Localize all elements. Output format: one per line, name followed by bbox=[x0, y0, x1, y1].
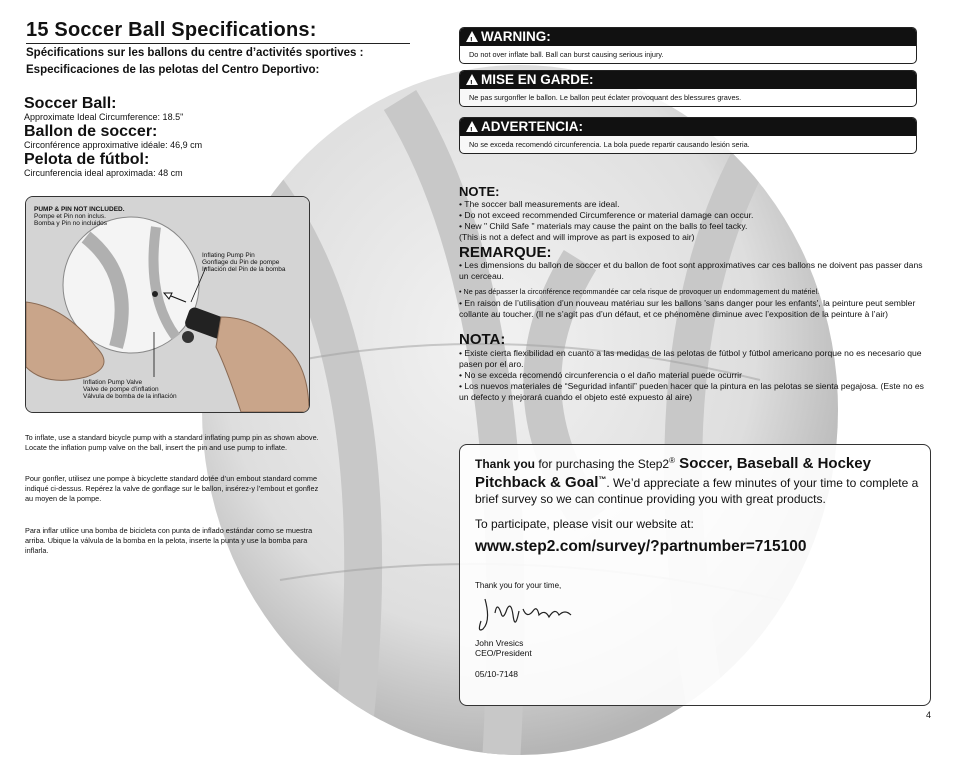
trademark-mark: ™ bbox=[598, 475, 607, 484]
warning-box-spanish bbox=[459, 117, 917, 154]
warning-triangle-icon bbox=[466, 31, 478, 42]
instructions-french: Pour gonfler, utilisez une pompe à bicyclette standard dotée d’un embout standard comme indiqué ci-dessus. Repérez la valve de gonflage sur le ballon, insérez-y l’embout et gonflez au moyen de la pompe. bbox=[25, 474, 319, 503]
participate-text: To participate, please visit our website at: bbox=[475, 517, 694, 531]
spec-heading-english: Soccer Ball: bbox=[24, 95, 117, 112]
warning-text: No se exceda recomendó circunferencia. La bola puede repartir causando lesión seria. bbox=[469, 140, 750, 149]
warning-text: Ne pas surgonfler le ballon. Le ballon peut éclater provoquant des blessures graves. bbox=[469, 93, 742, 102]
registered-mark: ® bbox=[669, 456, 676, 465]
warning-heading: MISE EN GARDE: bbox=[481, 72, 594, 87]
signature-image bbox=[475, 591, 585, 637]
warning-text: Do not over inflate ball. Ball can burst causing serious injury. bbox=[469, 50, 664, 59]
thank-you-time: Thank you for your time, bbox=[475, 581, 562, 590]
survey-intro bbox=[475, 453, 920, 507]
page-title: 15 Soccer Ball Specifications: bbox=[26, 19, 317, 41]
warning-box-english bbox=[459, 27, 917, 64]
note-item: • Do not exceed recommended Circumference or material damage can occur. bbox=[459, 210, 754, 220]
survey-thank-you-box bbox=[459, 444, 931, 706]
spec-value-english: Approximate Ideal Circumference: 18.5" bbox=[24, 112, 184, 122]
warning-triangle-icon bbox=[466, 121, 478, 132]
subtitle-french: Spécifications sur les ballons du centre d’activités sportives : bbox=[26, 47, 364, 59]
note-item: • New " Child Safe " materials may cause the paint on the balls to feel tacky. bbox=[459, 221, 748, 231]
pump-not-included-fr: Pompe et Pin non inclus. bbox=[34, 213, 106, 220]
pump-illustration-image bbox=[26, 197, 309, 412]
remarque-heading: REMARQUE: bbox=[459, 244, 552, 261]
remarque-item: • En raison de l’utilisation d’un nouveau matériau sur les ballons 'sans danger pour les enfants', la peinture peut sembler collante au toucher. (Il ne s’agit pas d’un défaut, et ce phénomène diminue avec l’exposition de la peinture à l’air) bbox=[459, 298, 916, 319]
thank-you-lead: for purchasing the Step2 bbox=[535, 457, 670, 471]
warning-heading: ADVERTENCIA: bbox=[481, 119, 584, 134]
nota-item: • Existe cierta flexibilidad en cuanto a las medidas de las pelotas de fútbol y fútbol americano porque no es necesario que pasen por el aro. bbox=[459, 348, 922, 369]
nota-item: • No se exceda recomendó circunferencia o el daño material puede ocurrir bbox=[459, 370, 742, 380]
nota-item: • Los nuevos materiales de “Seguridad infantil” pueden hacer que la pintura en las pelotas se sienta pegajosa. (Este no es un defecto y mejorará cuando el objeto esté expuesto al aire) bbox=[459, 381, 924, 402]
instructions-english: To inflate, use a standard bicycle pump with a standard inflating pump pin as shown above. Locate the inflation pump valve on the ball, insert the pin and use pump to inflate. bbox=[25, 433, 319, 452]
thank-you-bold: Thank you bbox=[475, 457, 536, 471]
nota-heading: NOTA: bbox=[459, 331, 506, 348]
pump-valve-label-fr: Valve de pompe d'inflation bbox=[83, 386, 159, 393]
signer-name: John Vresics bbox=[475, 638, 524, 648]
note-item: (This is not a defect and will improve as part is exposed to air) bbox=[459, 232, 695, 242]
pump-valve-label-es: Válvula de bomba de la inflación bbox=[83, 393, 177, 400]
pump-pin-label-es: Inflación del Pin de la bomba bbox=[202, 266, 286, 273]
survey-request: . We’d appreciate a few minutes of your time to complete a brief survey so we can continue providing you with great products. bbox=[475, 476, 919, 506]
spec-heading-french: Ballon de soccer: bbox=[24, 123, 158, 140]
pump-not-included-es: Bomba y Pin no incluidos bbox=[34, 220, 107, 227]
note-heading: NOTE: bbox=[459, 184, 500, 199]
document-code: 05/10-7148 bbox=[475, 669, 519, 679]
signer-role: CEO/President bbox=[475, 648, 532, 658]
product-name: Soccer, Baseball & Hockey Pitchback & Goal bbox=[475, 455, 871, 491]
remarque-item: • Ne pas dépasser la circonférence recommandée car cela risque de provoquer un endommagement du matériel. bbox=[459, 287, 820, 296]
title-divider bbox=[26, 43, 410, 44]
pump-valve-label-en: Inflation Pump Valve bbox=[83, 379, 143, 386]
note-item: • The soccer ball measurements are ideal. bbox=[459, 199, 620, 209]
instructions-spanish: Para inflar utilice una bomba de bicicleta con punta de inflado estándar como se muestra arriba. Ubique la válvula de la bomba en la pelota, inserte la punta y use la bomba para inflarla. bbox=[25, 526, 313, 555]
warning-box-french bbox=[459, 70, 917, 107]
survey-url-link[interactable]: www.step2.com/survey/?partnumber=715100 bbox=[475, 538, 807, 555]
warning-triangle-icon bbox=[466, 74, 478, 85]
pump-illustration-box bbox=[25, 196, 310, 413]
spec-heading-spanish: Pelota de fútbol: bbox=[24, 151, 150, 168]
pump-pin-label-fr: Gonflage du Pin de pompe bbox=[202, 259, 280, 266]
pump-not-included-en: PUMP & PIN NOT INCLUDED. bbox=[34, 206, 125, 213]
subtitle-spanish: Especificaciones de las pelotas del Centro Deportivo: bbox=[26, 64, 320, 76]
spec-value-french: Circonférence approximative idéale: 46,9 cm bbox=[24, 140, 203, 150]
remarque-item: • Les dimensions du ballon de soccer et du ballon de foot sont approximatives car ces ballons ne doivent pas passer dans un cerceau. bbox=[459, 260, 923, 281]
warning-heading: WARNING: bbox=[481, 29, 551, 44]
page-number: 4 bbox=[926, 710, 932, 720]
pump-pin-label-en: Inflating Pump Pin bbox=[202, 252, 255, 259]
spec-value-spanish: Circunferencia ideal aproximada: 48 cm bbox=[24, 168, 183, 178]
